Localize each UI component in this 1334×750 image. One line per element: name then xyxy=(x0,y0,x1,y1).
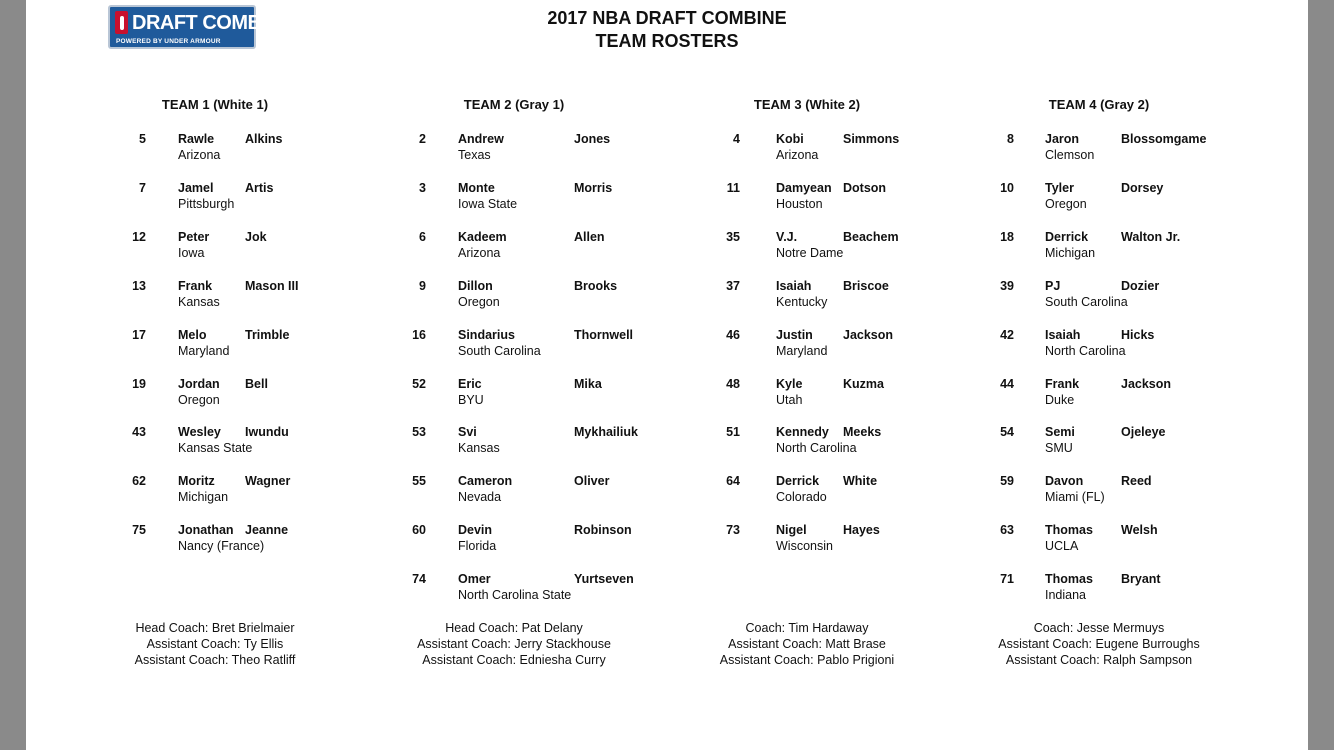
jersey-number: 35 xyxy=(726,230,740,244)
jersey-number: 42 xyxy=(1000,328,1014,342)
jersey-number: 4 xyxy=(733,132,740,146)
player-school: Utah xyxy=(776,393,803,407)
player-first-name: Davon xyxy=(1045,474,1084,488)
player-first-name: Jonathan xyxy=(178,523,234,537)
jersey-number: 10 xyxy=(1000,181,1014,195)
player-first-name: Semi xyxy=(1045,425,1075,439)
player-first-name: Jamel xyxy=(178,181,214,195)
player-last-name: Beachem xyxy=(843,230,899,244)
player-last-name: Wagner xyxy=(245,474,291,488)
player-first-name: Kyle xyxy=(776,377,803,391)
jersey-number: 63 xyxy=(1000,523,1014,537)
player-last-name: Blossomgame xyxy=(1121,132,1207,146)
player-first-name: Melo xyxy=(178,328,207,342)
player-school: Oregon xyxy=(1045,197,1087,211)
jersey-number: 6 xyxy=(419,230,426,244)
player-school: Maryland xyxy=(776,344,828,358)
player-last-name: Trimble xyxy=(245,328,290,342)
player-school: Duke xyxy=(1045,393,1075,407)
coach-line: Assistant Coach: Matt Brase xyxy=(728,637,886,651)
coach-line: Coach: Tim Hardaway xyxy=(745,621,869,635)
player-last-name: Simmons xyxy=(843,132,900,146)
player-first-name: Thomas xyxy=(1045,572,1093,586)
player-last-name: Kuzma xyxy=(843,377,884,391)
player-last-name: Jones xyxy=(574,132,611,146)
player-school: South Carolina xyxy=(458,344,541,358)
player-school: Indiana xyxy=(1045,588,1087,602)
player-first-name: Moritz xyxy=(178,474,215,488)
player-school: Texas xyxy=(458,148,491,162)
player-school: Oregon xyxy=(458,295,500,309)
coach-line: Assistant Coach: Edniesha Curry xyxy=(422,653,606,667)
player-school: Miami (FL) xyxy=(1045,490,1105,504)
player-last-name: Thornwell xyxy=(574,328,634,342)
player-school: Notre Dame xyxy=(776,246,844,260)
jersey-number: 3 xyxy=(419,181,426,195)
jersey-number: 12 xyxy=(132,230,146,244)
jersey-number: 19 xyxy=(132,377,146,391)
jersey-number: 16 xyxy=(412,328,426,342)
player-school: North Carolina xyxy=(1045,344,1126,358)
jersey-number: 53 xyxy=(412,425,426,439)
player-school: Colorado xyxy=(776,490,827,504)
logo-title: DRAFT COMBINE xyxy=(132,12,294,34)
player-first-name: Damyean xyxy=(776,181,832,195)
player-last-name: Alkins xyxy=(245,132,283,146)
coach-line: Coach: Jesse Mermuys xyxy=(1033,621,1165,635)
roster-row xyxy=(26,131,1308,165)
player-first-name: Kobi xyxy=(776,132,804,146)
player-school: Arizona xyxy=(458,246,501,260)
player-first-name: Kennedy xyxy=(776,425,829,439)
player-last-name: Ojeleye xyxy=(1121,425,1166,439)
jersey-number: 46 xyxy=(726,328,740,342)
player-school: Maryland xyxy=(178,344,230,358)
jersey-number: 75 xyxy=(132,523,146,537)
player-school: UCLA xyxy=(1045,539,1079,553)
player-last-name: Oliver xyxy=(574,474,610,488)
roster-row xyxy=(26,424,1308,458)
coach-line: Assistant Coach: Theo Ratliff xyxy=(134,653,296,667)
logo-tagline: POWERED BY UNDER ARMOUR xyxy=(116,38,221,45)
player-last-name: Mika xyxy=(574,377,602,391)
jersey-number: 2 xyxy=(419,132,426,146)
coaching-staff xyxy=(984,620,1214,668)
jersey-number: 71 xyxy=(1000,572,1014,586)
player-last-name: Mason III xyxy=(245,279,299,293)
player-last-name: Yurtseven xyxy=(574,572,634,586)
coach-line: Assistant Coach: Jerry Stackhouse xyxy=(417,637,611,651)
roster-row xyxy=(26,522,1308,556)
title-line-2: TEAM ROSTERS xyxy=(595,31,739,51)
player-last-name: Dotson xyxy=(843,181,887,195)
player-school: Iowa xyxy=(178,246,205,260)
player-school: Michigan xyxy=(1045,246,1096,260)
player-last-name: Walton Jr. xyxy=(1121,230,1181,244)
player-first-name: Peter xyxy=(178,230,210,244)
player-school: Kentucky xyxy=(776,295,828,309)
jersey-number: 48 xyxy=(726,377,740,391)
player-school: Pittsburgh xyxy=(178,197,235,211)
player-first-name: Isaiah xyxy=(1045,328,1081,342)
player-first-name: V.J. xyxy=(776,230,798,244)
player-last-name: Mykhailiuk xyxy=(574,425,638,439)
player-school: Kansas xyxy=(458,441,500,455)
player-school: Clemson xyxy=(1045,148,1095,162)
jersey-number: 11 xyxy=(726,181,740,195)
coach-line: Assistant Coach: Pablo Prigioni xyxy=(719,653,895,667)
player-last-name: Briscoe xyxy=(843,279,889,293)
document-page xyxy=(26,0,1308,750)
player-first-name: Frank xyxy=(178,279,213,293)
jersey-number: 62 xyxy=(132,474,146,488)
player-last-name: Robinson xyxy=(574,523,632,537)
player-last-name: Iwundu xyxy=(245,425,289,439)
jersey-number: 54 xyxy=(1000,425,1014,439)
team-header: TEAM 4 (Gray 2) xyxy=(1048,97,1150,112)
jersey-number: 43 xyxy=(132,425,146,439)
player-last-name: Artis xyxy=(245,181,274,195)
player-school: SMU xyxy=(1045,441,1073,455)
jersey-number: 51 xyxy=(726,425,740,439)
roster-row xyxy=(26,376,1308,410)
player-last-name: Jackson xyxy=(843,328,894,342)
player-last-name: Dozier xyxy=(1121,279,1160,293)
coach-line: Head Coach: Bret Brielmaier xyxy=(135,621,295,635)
roster-row xyxy=(26,278,1308,312)
player-first-name: Jordan xyxy=(178,377,220,391)
player-last-name: Morris xyxy=(574,181,613,195)
player-school: Nancy (France) xyxy=(178,539,265,553)
title-line-1: 2017 NBA DRAFT COMBINE xyxy=(547,8,787,28)
player-last-name: Welsh xyxy=(1121,523,1158,537)
player-first-name: PJ xyxy=(1045,279,1061,293)
jersey-number: 37 xyxy=(726,279,740,293)
player-first-name: Sindarius xyxy=(458,328,515,342)
player-first-name: Derrick xyxy=(776,474,820,488)
jersey-number: 7 xyxy=(139,181,146,195)
player-last-name: Hayes xyxy=(843,523,880,537)
roster-row xyxy=(26,571,1308,605)
jersey-number: 73 xyxy=(726,523,740,537)
player-first-name: Jaron xyxy=(1045,132,1080,146)
player-school: Kansas State xyxy=(178,441,253,455)
player-school: Oregon xyxy=(178,393,220,407)
player-last-name: Hicks xyxy=(1121,328,1155,342)
player-school: Kansas xyxy=(178,295,220,309)
player-school: Iowa State xyxy=(458,197,518,211)
jersey-number: 18 xyxy=(1000,230,1014,244)
jersey-number: 13 xyxy=(132,279,146,293)
player-first-name: Rawle xyxy=(178,132,215,146)
coach-line: Assistant Coach: Ralph Sampson xyxy=(1005,653,1193,667)
player-first-name: Frank xyxy=(1045,377,1080,391)
player-first-name: Andrew xyxy=(458,132,504,146)
coach-line: Assistant Coach: Eugene Burroughs xyxy=(998,637,1200,651)
player-first-name: Cameron xyxy=(458,474,513,488)
team-header: TEAM 3 (White 2) xyxy=(753,97,861,112)
jersey-number: 8 xyxy=(1007,132,1014,146)
player-first-name: Justin xyxy=(776,328,813,342)
player-school: BYU xyxy=(458,393,484,407)
jersey-number: 17 xyxy=(132,328,146,342)
player-first-name: Svi xyxy=(458,425,477,439)
jersey-number: 59 xyxy=(1000,474,1014,488)
team-header: TEAM 2 (Gray 1) xyxy=(463,97,565,112)
player-last-name: Jeanne xyxy=(245,523,289,537)
player-first-name: Kadeem xyxy=(458,230,507,244)
player-last-name: Meeks xyxy=(843,425,882,439)
team-header: TEAM 1 (White 1) xyxy=(161,97,269,112)
player-last-name: Bryant xyxy=(1121,572,1161,586)
jersey-number: 64 xyxy=(726,474,740,488)
player-last-name: Reed xyxy=(1121,474,1152,488)
player-school: Houston xyxy=(776,197,823,211)
player-first-name: Tyler xyxy=(1045,181,1074,195)
player-school: Wisconsin xyxy=(776,539,833,553)
player-school: Nevada xyxy=(458,490,502,504)
player-first-name: Thomas xyxy=(1045,523,1093,537)
roster-row xyxy=(26,229,1308,263)
player-school: Michigan xyxy=(178,490,229,504)
team-column xyxy=(26,0,1308,750)
jersey-number: 55 xyxy=(412,474,426,488)
player-last-name: Dorsey xyxy=(1121,181,1164,195)
player-first-name: Devin xyxy=(458,523,493,537)
player-first-name: Derrick xyxy=(1045,230,1089,244)
roster-row xyxy=(26,180,1308,214)
player-first-name: Eric xyxy=(458,377,482,391)
player-school: Arizona xyxy=(776,148,819,162)
player-last-name: Allen xyxy=(574,230,605,244)
jersey-number: 52 xyxy=(412,377,426,391)
player-school: Arizona xyxy=(178,148,221,162)
player-last-name: Jok xyxy=(245,230,267,244)
jersey-number: 39 xyxy=(1000,279,1014,293)
coach-line: Assistant Coach: Ty Ellis xyxy=(146,637,284,651)
jersey-number: 9 xyxy=(419,279,426,293)
player-first-name: Dillon xyxy=(458,279,493,293)
player-first-name: Nigel xyxy=(776,523,807,537)
player-last-name: White xyxy=(843,474,878,488)
roster-row xyxy=(26,473,1308,507)
player-school: Florida xyxy=(458,539,497,553)
player-school: North Carolina xyxy=(776,441,857,455)
jersey-number: 60 xyxy=(412,523,426,537)
player-first-name: Monte xyxy=(458,181,495,195)
coach-line: Head Coach: Pat Delany xyxy=(445,621,583,635)
player-first-name: Wesley xyxy=(178,425,221,439)
player-school: North Carolina State xyxy=(458,588,572,602)
jersey-number: 5 xyxy=(139,132,146,146)
jersey-number: 44 xyxy=(1000,377,1014,391)
player-last-name: Brooks xyxy=(574,279,618,293)
player-school: South Carolina xyxy=(1045,295,1128,309)
jersey-number: 74 xyxy=(412,572,426,586)
player-last-name: Bell xyxy=(245,377,268,391)
roster-row xyxy=(26,327,1308,361)
player-first-name: Isaiah xyxy=(776,279,812,293)
player-last-name: Jackson xyxy=(1121,377,1172,391)
player-first-name: Omer xyxy=(458,572,491,586)
